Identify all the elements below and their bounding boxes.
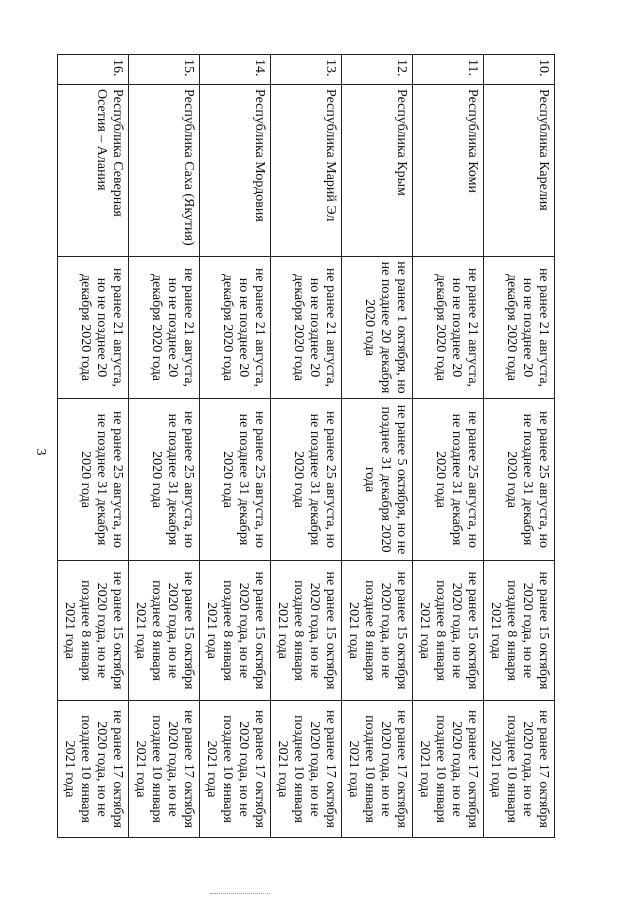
period-cell-4: не ранее 17 октября 2020 года, но не позднее 10 января 2021 года — [271, 701, 342, 838]
deadlines-table — [57, 54, 555, 838]
period-cell-4: не ранее 17 октября 2020 года, но не позднее 10 января 2021 года — [129, 701, 200, 838]
period-cell-3: не ранее 15 октября 2020 года, но не позднее 8 января 2021 года — [271, 561, 342, 701]
table-row — [200, 55, 271, 838]
region-name: Республика Коми — [413, 85, 484, 257]
row-number: 16. — [58, 55, 129, 85]
region-name: Республика Саха (Якутия) — [129, 85, 200, 257]
region-name: Республика Карелия — [484, 85, 555, 257]
rotated-table-container — [62, 54, 555, 837]
table-row — [129, 55, 200, 838]
period-cell-1: не ранее 21 августа, но не позднее 20 декабря 2020 года — [484, 257, 555, 399]
row-number: 10. — [484, 55, 555, 85]
period-cell-2: не ранее 25 августа, но не позднее 31 декабря 2020 года — [200, 399, 271, 561]
table-row — [413, 55, 484, 838]
row-number: 13. — [271, 55, 342, 85]
period-cell-1: не ранее 21 августа, но не позднее 20 декабря 2020 года — [271, 257, 342, 399]
table-row — [58, 55, 129, 838]
period-cell-3: не ранее 15 октября 2020 года, но не позднее 8 января 2021 года — [413, 561, 484, 701]
table-body — [58, 55, 555, 838]
period-cell-2: не ранее 25 августа, но не позднее 31 декабря 2020 года — [58, 399, 129, 561]
period-cell-1: не ранее 1 октября, но не позднее 20 декабря 2020 года — [342, 257, 413, 399]
row-number: 14. — [200, 55, 271, 85]
period-cell-3: не ранее 15 октября 2020 года, но не позднее 8 января 2021 года — [484, 561, 555, 701]
region-name: Республика Марий Эл — [271, 85, 342, 257]
period-cell-3: не ранее 15 октября 2020 года, но не позднее 8 января 2021 года — [58, 561, 129, 701]
period-cell-4: не ранее 17 октября 2020 года, но не позднее 10 января 2021 года — [58, 701, 129, 838]
period-cell-2: не ранее 5 октября, но не позднее 31 декабря 2020 года — [342, 399, 413, 561]
region-name: Республика Мордовия — [200, 85, 271, 257]
period-cell-1: не ранее 21 августа, но не позднее 20 декабря 2020 года — [200, 257, 271, 399]
page-number: 3 — [33, 448, 48, 456]
period-cell-1: не ранее 21 августа, но не позднее 20 декабря 2020 года — [58, 257, 129, 399]
row-number: 11. — [413, 55, 484, 85]
table-row — [484, 55, 555, 838]
period-cell-2: не ранее 25 августа, но не позднее 31 декабря 2020 года — [413, 399, 484, 561]
period-cell-4: не ранее 17 октября 2020 года, но не позднее 10 января 2021 года — [200, 701, 271, 838]
region-name: Республика Северная Осетия – Алания — [58, 85, 129, 257]
period-cell-2: не ранее 25 августа, но не позднее 31 декабря 2020 года — [271, 399, 342, 561]
period-cell-3: не ранее 15 октября 2020 года, но не позднее 8 января 2021 года — [129, 561, 200, 701]
period-cell-2: не ранее 25 августа, но не позднее 31 декабря 2020 года — [129, 399, 200, 561]
period-cell-1: не ранее 21 августа, но не позднее 20 декабря 2020 года — [413, 257, 484, 399]
period-cell-4: не ранее 17 октября 2020 года, но не позднее 10 января 2021 года — [342, 701, 413, 838]
period-cell-1: не ранее 21 августа, но не позднее 20 декабря 2020 года — [129, 257, 200, 399]
period-cell-4: не ранее 17 октября 2020 года, но не позднее 10 января 2021 года — [484, 701, 555, 838]
period-cell-4: не ранее 17 октября 2020 года, но не позднее 10 января 2021 года — [413, 701, 484, 838]
row-number: 12. — [342, 55, 413, 85]
scan-mark — [210, 893, 270, 894]
period-cell-3: не ранее 15 октября 2020 года, но не позднее 8 января 2021 года — [342, 561, 413, 701]
region-name: Республика Крым — [342, 85, 413, 257]
period-cell-2: не ранее 25 августа, но не позднее 31 декабря 2020 года — [484, 399, 555, 561]
period-cell-3: не ранее 15 октября 2020 года, но не позднее 8 января 2021 года — [200, 561, 271, 701]
table-row — [342, 55, 413, 838]
row-number: 15. — [129, 55, 200, 85]
table-row — [271, 55, 342, 838]
